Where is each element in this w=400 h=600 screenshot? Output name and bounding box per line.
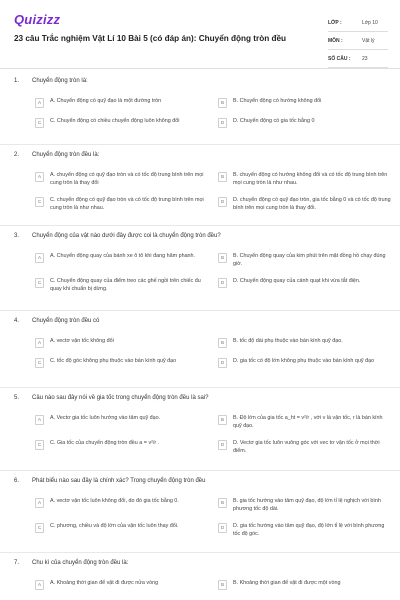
- answer-option[interactable]: [35, 278, 218, 293]
- answer-option[interactable]: [218, 580, 400, 590]
- question-block: [0, 152, 400, 212]
- answer-option[interactable]: [35, 358, 218, 368]
- answer-option[interactable]: [218, 415, 400, 430]
- question-number: 3.: [14, 233, 20, 239]
- question-header: [0, 233, 400, 247]
- question-text: Câu nào sau đây nói về gia tốc trong chuyển động tròn đều là sai?: [32, 395, 209, 401]
- option-letter-box[interactable]: B: [218, 172, 227, 182]
- question-header: [0, 478, 400, 492]
- answer-option[interactable]: [35, 498, 218, 513]
- answer-option[interactable]: [218, 338, 400, 348]
- meta-key: MÔN :: [328, 37, 343, 44]
- options-grid: [0, 338, 400, 368]
- option-letter-box[interactable]: A: [35, 98, 44, 108]
- answer-option[interactable]: [218, 440, 400, 455]
- quizizz-logo: Quizizz: [14, 12, 61, 27]
- meta-value: 23: [362, 55, 368, 62]
- question-header: [0, 318, 400, 332]
- question-number: 7.: [14, 560, 20, 566]
- answer-option[interactable]: [218, 523, 400, 538]
- option-letter-box[interactable]: D: [218, 197, 227, 207]
- meta-value: Lớp 10: [362, 19, 378, 26]
- question-text: Chu kì của chuyển động tròn đều là:: [32, 560, 129, 566]
- option-letter-box[interactable]: D: [218, 118, 227, 128]
- option-text: D. gia tốc hướng vào tâm quỹ đạo, độ lớn tỉ lệ với bình phương tốc độ góc.: [233, 523, 385, 537]
- question-number: 5.: [14, 395, 20, 401]
- question-block: [0, 560, 400, 590]
- question-number: 2.: [14, 152, 20, 158]
- question-header: [0, 560, 400, 574]
- question-number: 1.: [14, 78, 20, 84]
- option-text: C. Chuyển động quay của điểm treo các ghế ngồi trên chiếc đu quay khi chuẩn bị dừng.: [50, 278, 201, 292]
- option-text: C. Chuyển động có chiều chuyển động luôn không đổi: [50, 118, 180, 124]
- option-text: B. Khoảng thời gian để vật đi được một vòng: [233, 580, 341, 586]
- meta-row-count: [328, 50, 388, 68]
- question-text: Chuyển động tròn là:: [32, 78, 88, 84]
- option-text: B. Chuyển động có hướng không đổi: [233, 98, 322, 104]
- option-letter-box[interactable]: B: [218, 415, 227, 425]
- option-text: B. gia tốc hướng vào tâm quỹ đạo, độ lớn tỉ lệ nghịch với bình phương tốc độ dài.: [233, 498, 381, 512]
- answer-option[interactable]: [218, 172, 400, 187]
- meta-value: Vật lý: [362, 37, 375, 44]
- option-letter-box[interactable]: B: [218, 498, 227, 508]
- options-grid: [0, 253, 400, 293]
- option-text: A. Chuyển động quay của bánh xe ô tô khi đang hãm phanh.: [50, 253, 196, 259]
- question-text: Chuyển động tròn đều là:: [32, 152, 100, 158]
- answer-option[interactable]: [35, 523, 218, 538]
- meta-row-grade: [328, 14, 388, 32]
- answer-option[interactable]: [35, 580, 218, 590]
- answer-option[interactable]: [218, 278, 400, 293]
- option-letter-box[interactable]: A: [35, 498, 44, 508]
- question-divider: [0, 470, 400, 471]
- option-text: A. Vectơ gia tốc luôn hướng vào tâm quỹ đạo.: [50, 415, 161, 421]
- question-block: [0, 78, 400, 128]
- question-block: [0, 233, 400, 293]
- answer-option[interactable]: [218, 98, 400, 108]
- answer-option[interactable]: [35, 118, 218, 128]
- answer-option[interactable]: [218, 358, 400, 368]
- question-text: Chuyển động tròn đều có: [32, 318, 100, 324]
- option-letter-box[interactable]: A: [35, 253, 44, 263]
- question-number: 4.: [14, 318, 20, 324]
- option-text: C. tốc độ góc không phụ thuộc vào bán kính quỹ đạo: [50, 358, 177, 364]
- question-header: [0, 152, 400, 166]
- option-letter-box[interactable]: D: [218, 358, 227, 368]
- option-letter-box[interactable]: C: [35, 197, 44, 207]
- page-title: 23 câu Trắc nghiệm Vật Lí 10 Bài 5 (có đáp án): Chuyển động tròn đều: [14, 34, 287, 43]
- option-text: A. Chuyển động có quỹ đạo là một đường tròn: [50, 98, 162, 104]
- option-text: A. Khoảng thời gian để vật đi được nửa vòng: [50, 580, 159, 586]
- question-divider: [0, 552, 400, 553]
- question-number: 6.: [14, 478, 20, 484]
- question-text: Chuyển động của vật nào dưới đây được coi là chuyển động tròn đều?: [32, 233, 221, 239]
- option-letter-box[interactable]: C: [35, 440, 44, 450]
- answer-option[interactable]: [35, 98, 218, 108]
- answer-option[interactable]: [35, 197, 218, 212]
- answer-option[interactable]: [35, 440, 218, 455]
- option-text: A. chuyển động có quỹ đạo tròn và có tốc độ trung bình trên mọi cung tròn là thay đổi: [50, 172, 204, 186]
- options-grid: [0, 580, 400, 590]
- options-grid: [0, 498, 400, 538]
- option-text: C. chuyển động có quỹ đạo tròn và có tốc độ trung bình trên mọi cung tròn là như nhau.: [50, 197, 204, 211]
- option-text: B. chuyển động có hướng không đổi và có tốc độ trung bình trên mọi cung tròn là như nhau.: [233, 172, 388, 186]
- option-letter-box[interactable]: D: [218, 440, 227, 450]
- question-block: [0, 395, 400, 455]
- options-grid: [0, 415, 400, 455]
- option-text: C. phương, chiều và độ lớn của vận tốc luôn thay đổi.: [50, 523, 179, 530]
- option-letter-box[interactable]: C: [35, 118, 44, 128]
- answer-option[interactable]: [35, 172, 218, 187]
- option-letter-box[interactable]: C: [35, 278, 44, 288]
- option-text: D. Chuyển động có gia tốc bằng 0: [233, 118, 315, 124]
- option-letter-box[interactable]: A: [35, 415, 44, 425]
- answer-option[interactable]: [35, 338, 218, 348]
- option-text: D. Vectơ gia tốc luôn vuông góc với vec tơ vận tốc ở mọi thời điểm.: [233, 440, 380, 454]
- question-header: [0, 78, 400, 92]
- option-letter-box[interactable]: B: [218, 98, 227, 108]
- page-header: [0, 0, 400, 64]
- answer-option[interactable]: [218, 498, 400, 513]
- question-divider: [0, 310, 400, 311]
- options-grid: [0, 172, 400, 212]
- options-grid: [0, 98, 400, 128]
- answer-option[interactable]: [35, 415, 218, 430]
- option-letter-box[interactable]: A: [35, 338, 44, 348]
- option-letter-box[interactable]: D: [218, 278, 227, 288]
- option-text: B. Độ lớn của gia tốc a_ht = v²/r , với v là vận tốc, r là bán kính quỹ đạo.: [233, 415, 383, 429]
- meta-key: LỚP :: [328, 19, 342, 26]
- question-divider: [0, 144, 400, 145]
- header-divider: [0, 68, 400, 69]
- option-text: B. Chuyển động quay của kim phút trên mặt đồng hồ chạy đúng giờ.: [233, 253, 386, 267]
- option-letter-box[interactable]: B: [218, 338, 227, 348]
- option-text: A. vectơ vận tốc không đổi: [50, 338, 114, 344]
- question-divider: [0, 387, 400, 388]
- meta-panel: [328, 14, 388, 68]
- meta-row-subject: [328, 32, 388, 50]
- option-text: C. Gia tốc của chuyển động tròn đều a = v²/r .: [50, 440, 160, 447]
- answer-option[interactable]: [218, 197, 400, 212]
- answer-option[interactable]: [218, 118, 400, 128]
- question-block: [0, 318, 400, 368]
- option-letter-box[interactable]: A: [35, 580, 44, 590]
- answer-option[interactable]: [35, 253, 218, 268]
- option-letter-box[interactable]: B: [218, 253, 227, 263]
- option-text: D. gia tốc có độ lớn không phụ thuộc vào bán kính quỹ đạo: [233, 358, 375, 364]
- question-divider: [0, 225, 400, 226]
- option-text: D. chuyển động có quỹ đạo tròn, gia tốc bằng 0 và có tốc độ trung bình trên mọi cung tròn là thay đổi.: [233, 197, 391, 211]
- question-text: Phát biểu nào sau đây là chính xác? Trong chuyển động tròn đều: [32, 478, 206, 484]
- meta-key: SỐ CÂU :: [328, 55, 351, 62]
- option-letter-box[interactable]: C: [35, 358, 44, 368]
- option-letter-box[interactable]: A: [35, 172, 44, 182]
- option-letter-box[interactable]: D: [218, 523, 227, 533]
- option-text: B. tốc độ dài phụ thuộc vào bán kính quỹ đạo.: [233, 338, 343, 344]
- question-header: [0, 395, 400, 409]
- option-letter-box[interactable]: B: [218, 580, 227, 590]
- option-text: A. vectơ vận tốc luôn không đổi, do đó gia tốc bằng 0.: [50, 498, 179, 504]
- option-letter-box[interactable]: C: [35, 523, 44, 533]
- question-block: [0, 478, 400, 538]
- option-text: D. Chuyển động quay của cánh quạt khi vừa tắt điện.: [233, 278, 361, 285]
- answer-option[interactable]: [218, 253, 400, 268]
